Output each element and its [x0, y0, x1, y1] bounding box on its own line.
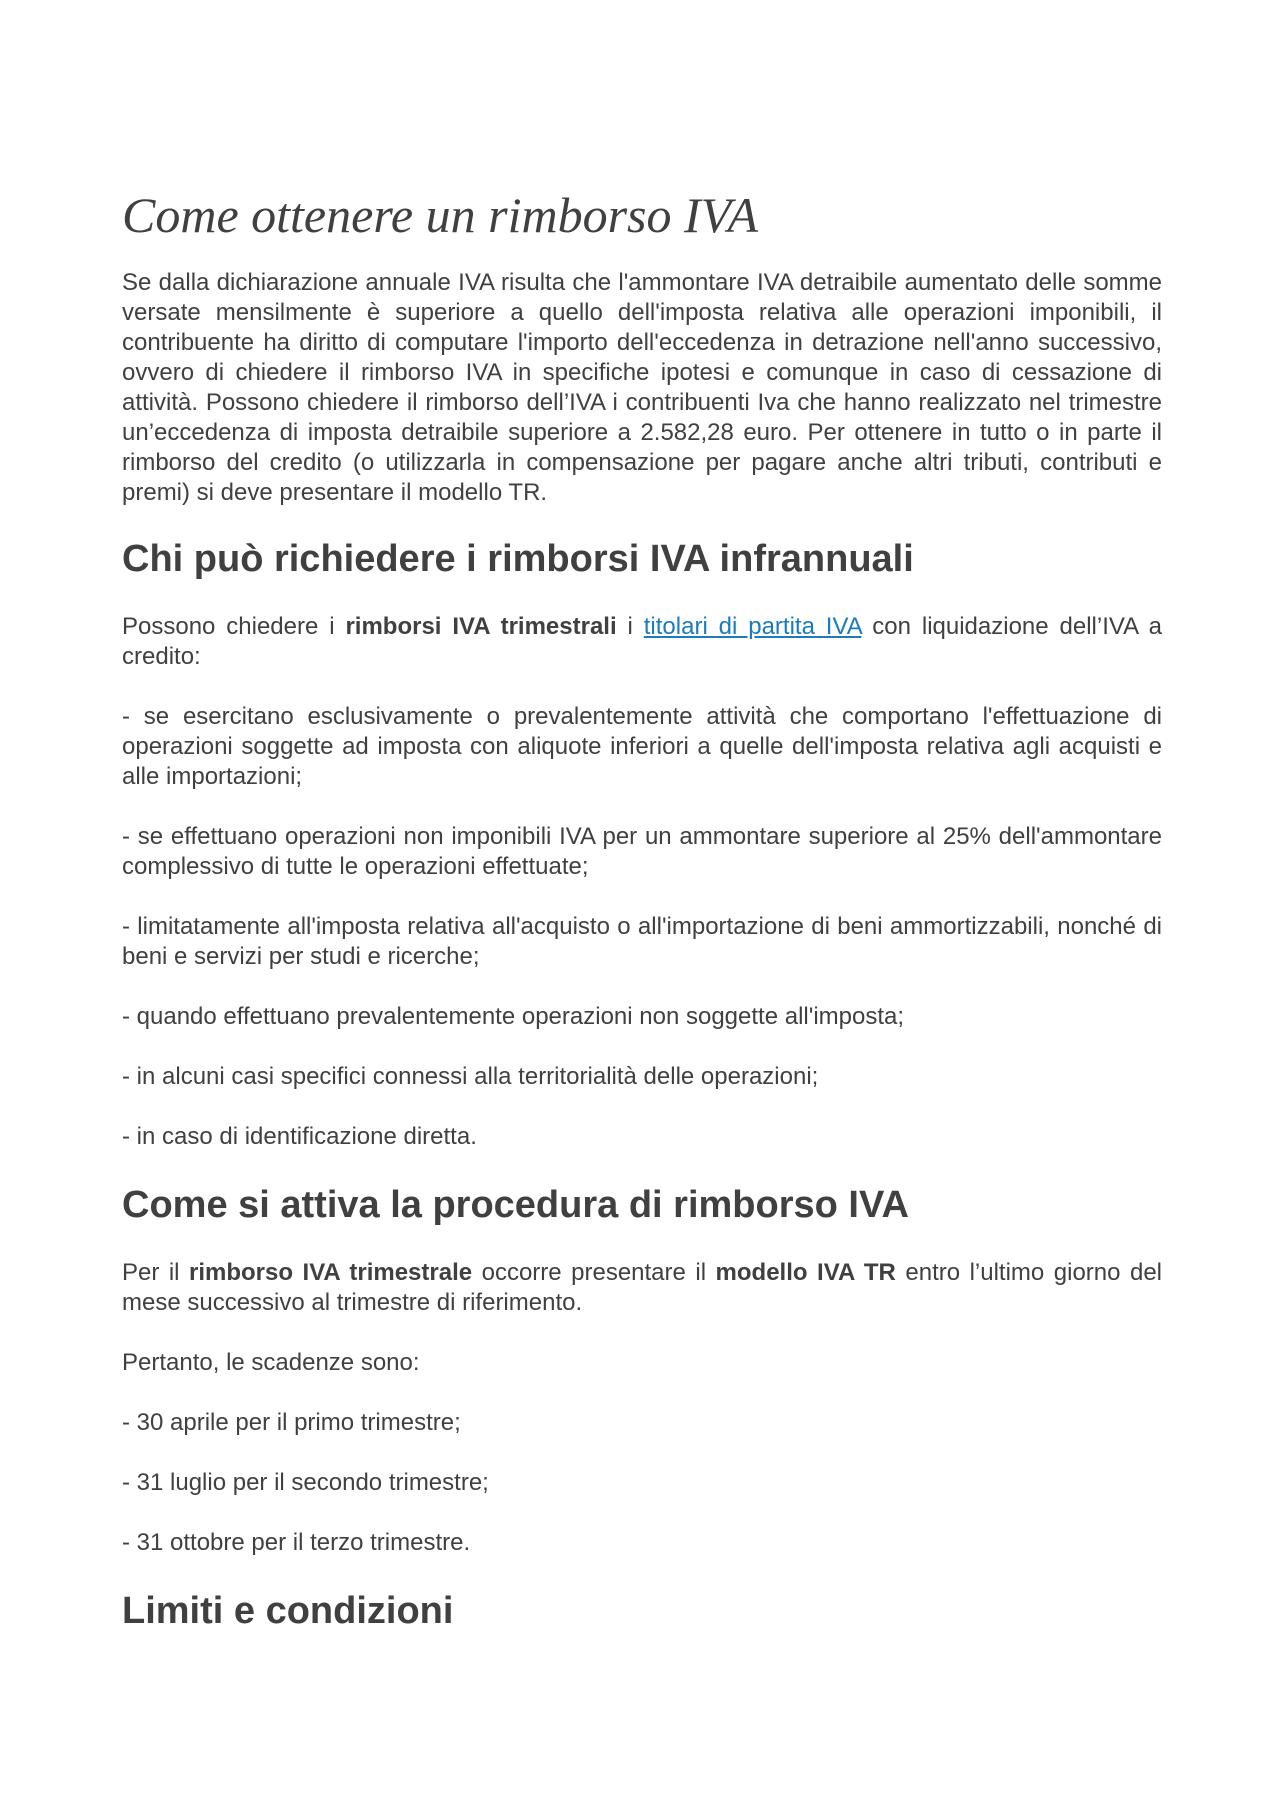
section2-lead-after: entro l’ultimo giorno del mese successivo al trimestre di riferimento.: [122, 1259, 1163, 1316]
section1-lead-paragraph: [122, 612, 1162, 672]
section2-lead-bold-modello: modello IVA TR: [715, 1259, 896, 1286]
section-heading-limiti-condizioni: Limiti e condizioni: [122, 1590, 454, 1632]
list-item: - limitatamente all'imposta relativa all'acquisto o all'importazione di beni ammortizzabili, nonché di beni e servizi per studi e ricerche;: [122, 913, 1162, 970]
section-heading-chi-puo-richiedere: Chi può richiedere i rimborsi IVA infrannuali: [122, 538, 914, 580]
page-title: Come ottenere un rimborso IVA: [122, 187, 759, 243]
deadline-item: - 31 luglio per il secondo trimestre;: [122, 1469, 489, 1496]
section2-lead-bold-rimborso: rimborso IVA trimestrale: [189, 1259, 473, 1286]
titolari-partita-iva-link[interactable]: titolari di partita IVA: [643, 613, 862, 640]
deadline-item: - 30 aprile per il primo trimestre;: [122, 1409, 461, 1436]
section1-lead-before: Possono chiedere i: [122, 613, 346, 640]
section2-lead-mid: occorre presentare il: [472, 1259, 716, 1286]
list-item: - se effettuano operazioni non imponibili IVA per un ammontare superiore al 25% dell'ammontare complessivo di tutte le operazioni effettuate;: [122, 823, 1162, 880]
intro-paragraph: Se dalla dichiarazione annuale IVA risulta che l'ammontare IVA detraibile aumentato delle somme versate mensilmente è superiore a quello dell'imposta relativa alle operazioni imponibili, il contribuente ha diritto di computare l'importo dell'eccedenza in detrazione nell'anno successivo, ovvero di chiedere il rimborso IVA in specifiche ipotesi e comunque in caso di cessazione di attività. Possono chiedere il rimborso dell’IVA i contribuenti Iva che hanno realizzato nel trimestre un’eccedenza di imposta detraibile superiore a 2.582,28 euro. Per ottenere in tutto o in parte il rimborso del credito (o utilizzarla in compensazione per pagare anche altri tributi, contributi e premi) si deve presentare il modello TR.: [122, 269, 1162, 506]
section2-lead-before: Per il: [122, 1259, 190, 1286]
deadlines-intro: Pertanto, le scadenze sono:: [122, 1349, 420, 1376]
list-item: - quando effettuano prevalentemente operazioni non soggette all'imposta;: [122, 1003, 905, 1030]
list-item: - in caso di identificazione diretta.: [122, 1123, 477, 1150]
section1-lead-mid: i: [616, 613, 644, 640]
list-item: - in alcuni casi specifici connessi alla territorialità delle operazioni;: [122, 1063, 819, 1090]
deadline-item: - 31 ottobre per il terzo trimestre.: [122, 1529, 471, 1556]
list-item: - se esercitano esclusivamente o prevalentemente attività che comportano l'effettuazione di operazioni soggette ad imposta con aliquote inferiori a quelle dell'imposta relativa agli acquisti e alle importazioni;: [122, 703, 1162, 790]
document-page: [122, 180, 1162, 1664]
section-heading-procedura-rimborso: Come si attiva la procedura di rimborso IVA: [122, 1184, 909, 1226]
section1-lead-after: con liquidazione dell’IVA a credito:: [122, 613, 1163, 670]
section2-lead-paragraph: [122, 1258, 1162, 1318]
section1-lead-bold: rimborsi IVA trimestrali: [345, 613, 617, 640]
